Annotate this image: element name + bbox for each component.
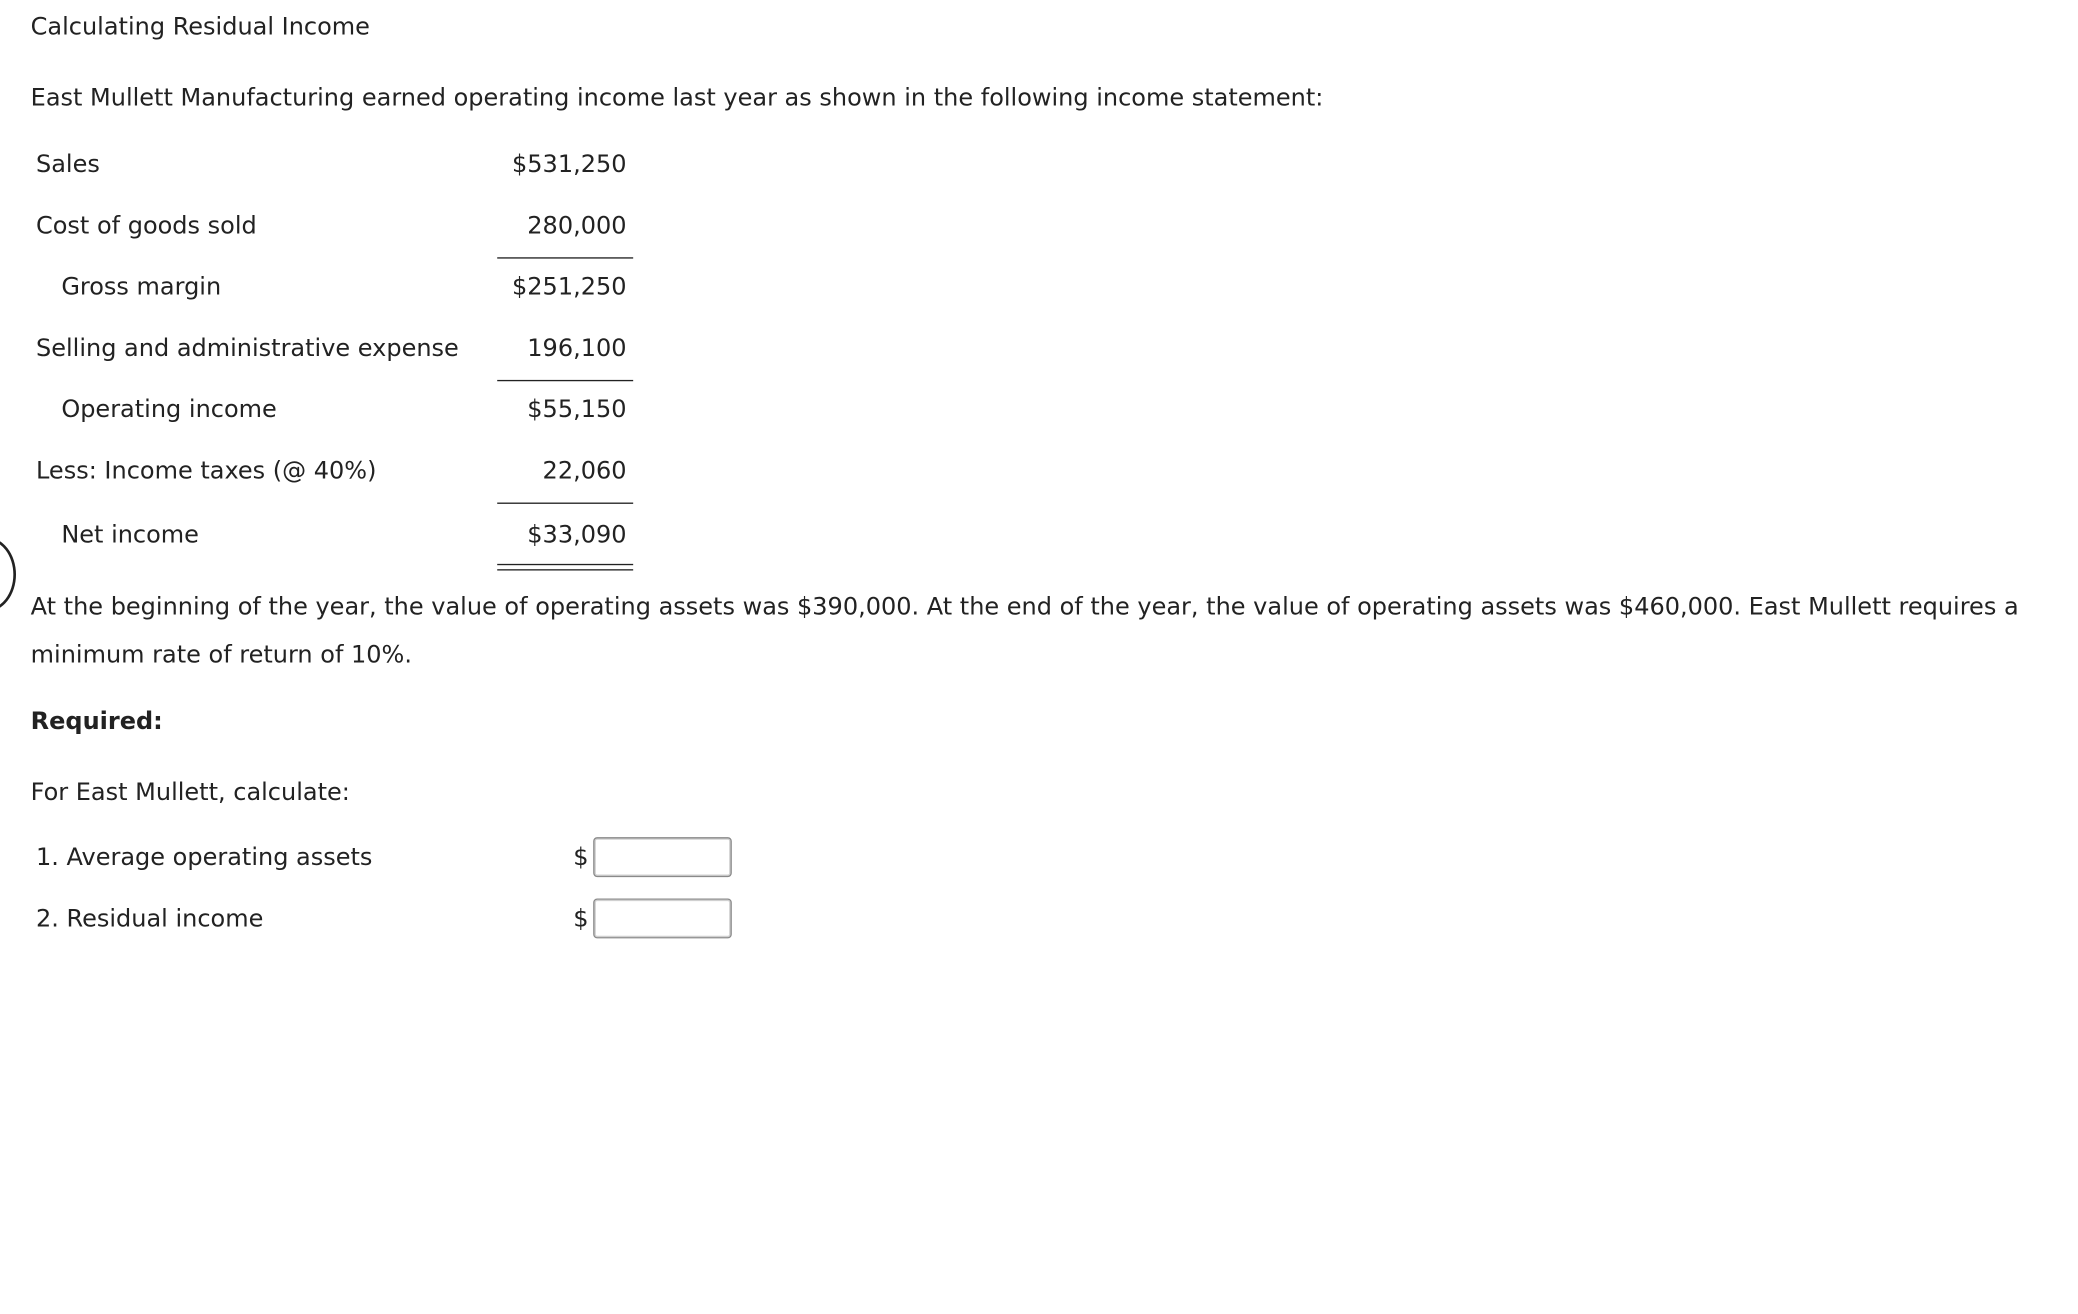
requirement-label: 1. Average operating assets bbox=[35, 843, 373, 872]
statement-value: 280,000 bbox=[527, 211, 627, 240]
statement-value: $55,150 bbox=[527, 395, 627, 424]
subtotal-rule bbox=[497, 503, 633, 504]
statement-label: Net income bbox=[61, 521, 199, 550]
calculate-intro: For East Mullett, calculate: bbox=[30, 778, 350, 807]
statement-label: Cost of goods sold bbox=[35, 211, 257, 240]
dollar-sign: $ bbox=[573, 843, 589, 872]
statement-row-sga bbox=[36, 335, 649, 396]
statement-label: Sales bbox=[35, 150, 100, 179]
dollar-sign: $ bbox=[573, 905, 589, 934]
statement-value: 22,060 bbox=[542, 457, 627, 486]
requirement-average-operating-assets bbox=[36, 837, 742, 890]
statement-label: Selling and administrative expense bbox=[35, 334, 459, 363]
statement-value: 196,100 bbox=[527, 334, 627, 363]
statement-label: Operating income bbox=[61, 395, 277, 424]
total-double-rule bbox=[497, 564, 633, 571]
intro-text: East Mullett Manufacturing earned operating income last year as shown in the following income statement: bbox=[30, 83, 1324, 112]
statement-value: $251,250 bbox=[512, 273, 627, 302]
statement-row-cogs bbox=[36, 212, 649, 273]
required-heading: Required: bbox=[30, 707, 163, 736]
statement-row-income-taxes bbox=[36, 457, 649, 518]
residual-income-input[interactable] bbox=[593, 898, 732, 938]
statement-row-net-income bbox=[36, 521, 649, 582]
edge-arc-decoration bbox=[0, 537, 16, 612]
assets-paragraph: At the beginning of the year, the value of operating assets was $390,000. At the end of the year, the value of operating assets was $460,000. East Mullett requires a minimum rate of return of 10%. bbox=[30, 593, 2019, 670]
average-operating-assets-input[interactable] bbox=[593, 837, 732, 877]
page-title: Calculating Residual Income bbox=[30, 13, 370, 42]
statement-row-sales bbox=[36, 151, 649, 212]
requirement-label: 2. Residual income bbox=[35, 905, 264, 934]
statement-value: $531,250 bbox=[512, 150, 627, 179]
statement-label: Less: Income taxes (@ 40%) bbox=[35, 457, 377, 486]
statement-row-gross-margin bbox=[36, 273, 649, 334]
statement-row-operating-income bbox=[36, 396, 649, 457]
statement-label: Gross margin bbox=[61, 273, 222, 302]
requirement-residual-income bbox=[36, 898, 742, 951]
statement-value: $33,090 bbox=[527, 521, 627, 550]
subtotal-rule bbox=[497, 380, 633, 381]
subtotal-rule bbox=[497, 257, 633, 258]
